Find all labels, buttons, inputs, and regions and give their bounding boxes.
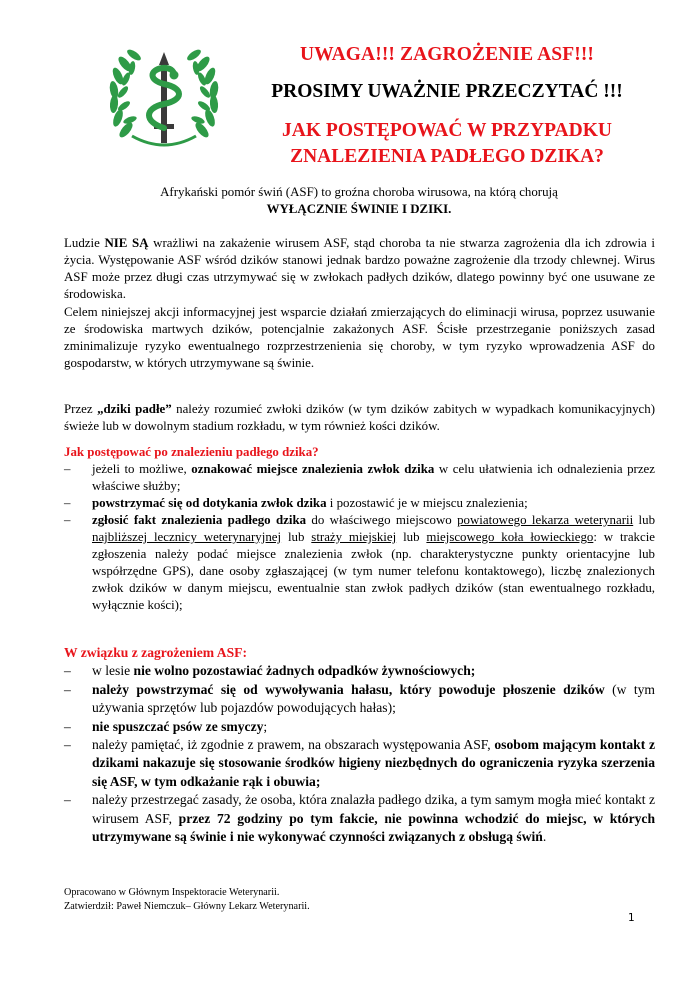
text-span: wrażliwi na zakażenie wirusem ASF, stąd choroba ta nie stwarza zagrożenia dla ich zdrowia i życia. Występowanie ASF wśród dzików stanowi jednak bardzo poważne zagrożenie dla trzody chlewnej. Wirus ASF może przez długi czas utrzymywać się w zwłokach padłych dzików, dlatego powinny być one usuwane ze środowiska. [64,236,656,301]
list-item [64,512,655,614]
section-title-what-to-do: Jak postępować po znalezieniu padłego dzika? [64,445,319,459]
list-dash: – [64,663,71,679]
emphasis-text: przez 72 godziny po tym fakcie, nie powinna wchodzić do miejsc, w których utrzymywane są świnie i nie wykonywać czynności związanych z obsługą świń [92,810,655,845]
text-span: : w trakcie zgłoszenia należy podać miejsce znalezienia zwłok (np. charakterystyczne punkty orientacyjne lub współrzędne GPS), dane osoby zgłaszającej (w tym numer telefonu kontaktowego), liczbę znalezionych zwłok dzików w danym miejscu, ewentualnie stan zwłok padłych dzików (stan ewentualnego rozkładu, wyłącznie kości); [92,530,656,612]
text-span: należy pamiętać, iż zgodnie z prawem, na obszarach występowania ASF, [92,737,495,753]
intro-line2: WYŁĄCZNIE ŚWINIE I DZIKI. [266,202,452,216]
emphasis-text: „dziki padłe” [97,402,172,416]
section-title-asf-threat: W związku z zagrożeniem ASF: [64,645,247,660]
text-span: jeżeli to możliwe, [92,462,192,476]
text-span: Ludzie [64,236,105,250]
paragraph-dead-boars-definition [64,401,655,435]
underlined-text: powiatowego lekarza weterynarii [457,513,634,527]
emphasis-text: oznakować miejsce znalezienia zwłok dzika [191,462,435,476]
question-heading [232,118,662,170]
text-span: (w tym używania sprzętów lub pojazdów powodujących hałas); [92,681,655,716]
list-item [64,662,655,680]
list-item [64,736,655,791]
footer-prepared-by: Opracowano w Głównym Inspektoracie Weterynarii. [64,887,280,898]
list-item [64,681,655,718]
list-item [64,495,655,512]
question-heading-line1: JAK POSTĘPOWAĆ W PRZYPADKU [282,120,612,141]
emphasis-text: nie spuszczać psów ze smyczy [92,718,264,734]
list-dash: – [64,496,71,510]
text-span: ; [263,718,268,734]
text-span: w celu ułatwienia ich odnalezienia przez właściwe służby; [92,462,656,493]
text-span: Przez [64,402,98,416]
section-what-to-do-list [64,461,655,614]
intro-paragraph [64,184,654,218]
please-read-heading: PROSIMY UWAŻNIE PRZECZYTAĆ !!! [271,81,623,102]
emphasis-text: powstrzymać się od dotykania zwłok dzika [92,496,327,510]
list-dash: – [64,792,71,808]
page-number: 1 [628,912,635,924]
text-span: . [542,829,547,845]
section-asf-threat [64,644,655,846]
paragraph-campaign-goal: Celem niniejszej akcji informacyjnej jest wsparcie działań zmierzających do eliminacji wirusa, poprzez usuwanie ze środowiska martwych dzików, potencjalnie zakażonych ASF. Ścisłe przestrzeganie poniższych zasad zminimalizuje ryzyko ewentualnego rozprzestrzenienia się choroby, w tym ryzyko wprowadzenia ASF do gospodarstw, w których utrzymywane są świnie. [64,305,655,370]
list-dash: – [64,462,71,476]
paragraph-humans-not-susceptible [64,235,655,303]
text-span: lub [281,530,312,544]
emphasis-text: NIE SĄ [104,236,149,250]
emphasis-text: zgłosić fakt znalezienia padłego dzika [92,513,307,527]
underlined-text: najbliższej lecznicy weterynaryjnej [92,530,282,544]
text-span: lub [633,513,656,527]
emphasis-text: należy powstrzymać się od wywoływania hałasu, który powoduje płoszenie dzików [92,681,605,697]
text-span: należy przestrzegać zasady, że osoba, która znalazła padłego dzika, a tym samym mogła mieć kontakt z wirusem ASF, [92,792,656,826]
text-span: lub [396,530,427,544]
emphasis-text: osobom mającym kontakt z dzikami nakazuje się stosowanie środków higieny niezbędnych do ograniczenia ryzyka szerzenia się ASF, w tym odkażanie rąk i obuwia; [92,737,655,789]
list-dash: – [64,681,71,697]
list-item [64,791,655,846]
list-dash: – [64,718,71,734]
intro-line1: Afrykański pomór świń (ASF) to groźna choroba wirusowa, na którą chorują [160,185,558,199]
footer-approved-by: Zatwierdził: Paweł Niemczuk– Główny Lekarz Weterynarii. [64,900,310,912]
list-item [64,461,655,495]
footer [64,886,310,913]
text-span: należy rozumieć zwłoki dzików (w tym dzików zabitych w wypadkach komunikacyjnych) świeże lub w dowolnym stadium rozkładu, w tym również kości dzików. [64,402,655,433]
veterinary-inspection-emblem-icon [104,38,224,158]
list-item [64,718,655,736]
warning-heading: UWAGA!!! ZAGROŻENIE ASF!!! [299,44,595,65]
underlined-text: straży miejskiej [311,530,397,544]
text-span: i pozostawić je w miejscu znalezienia; [326,496,528,510]
text-span: do właściwego miejscowo [306,513,458,527]
emphasis-text: nie wolno pozostawiać żadnych odpadków żywnościowych; [133,663,476,679]
underlined-text: miejscowego koła łowieckiego [426,530,594,544]
list-dash: – [64,513,71,527]
question-heading-line2: ZNALEZIENIA PADŁEGO DZIKA? [290,146,604,167]
list-dash: – [64,737,71,753]
text-span: w lesie [92,663,134,679]
